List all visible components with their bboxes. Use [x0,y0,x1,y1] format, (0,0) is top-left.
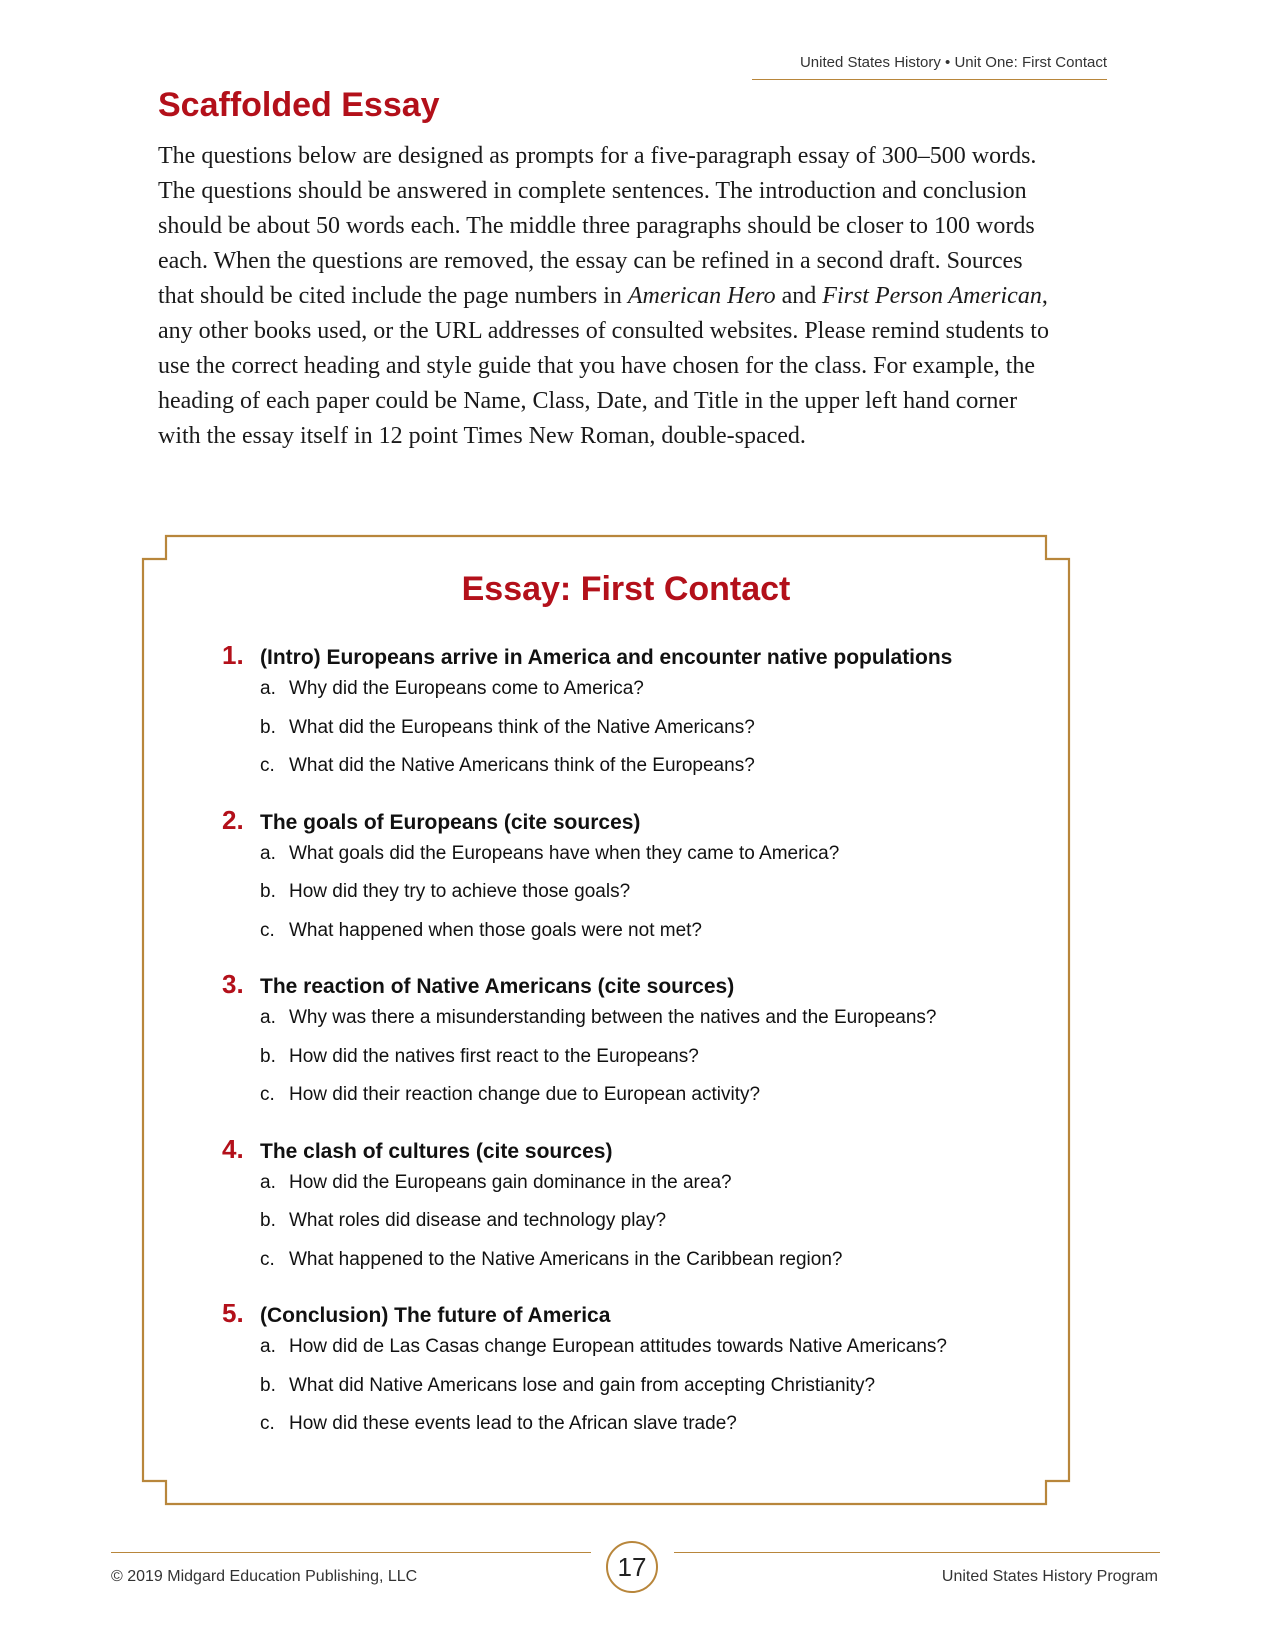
question-list [222,843,1062,959]
question-text: What roles did disease and technology play? [289,1210,667,1231]
question-letter: b. [260,1374,276,1396]
question-text: What happened when those goals were not met? [289,919,702,941]
section-heading-row [222,805,1062,843]
question-letter: b. [260,716,276,738]
question-text: How did the natives first react to the Europeans? [289,1045,699,1067]
essay-section [222,969,1062,1123]
question-item [260,1007,1062,1046]
question-letter: b. [260,881,276,902]
question-item [260,1172,1062,1211]
question-text: What did the Native Americans think of the Europeans? [289,755,755,776]
section-number: 2. [222,804,244,835]
section-number: 1. [222,640,244,670]
question-item [260,843,1062,882]
question-list [222,1007,1062,1123]
question-text: How did the Europeans gain dominance in the area? [289,1171,732,1193]
question-item [260,1375,1062,1414]
footer-rule-right [674,1552,1160,1553]
question-letter: c. [260,1248,275,1270]
page-title: Scaffolded Essay [158,86,440,124]
section-heading-row [222,1134,1062,1172]
question-text: Why did the Europeans come to America? [289,678,644,699]
question-text: What happened to the Native Americans in the Caribbean region? [289,1248,843,1270]
question-item [260,678,1062,717]
section-heading-row [222,640,1062,678]
question-item [260,1336,1062,1375]
essay-section [222,1134,1062,1288]
question-item [260,920,1062,959]
page-number-badge: 17 [606,1541,658,1593]
book-title-american-hero: American Hero [627,283,776,309]
intro-text-and: and [775,283,823,309]
question-letter: c. [260,1413,275,1434]
section-heading: (Intro) Europeans arrive in America and encounter native populations [260,646,953,669]
section-heading: (Conclusion) The future of America [260,1304,611,1327]
question-item [260,755,1062,794]
question-list [222,678,1062,794]
essay-outline [222,640,1062,1463]
footer-program: United States History Program [941,1568,1158,1585]
question-item [260,717,1062,756]
section-heading: The clash of cultures (cite sources) [260,1139,613,1163]
question-item [260,1413,1062,1452]
intro-paragraph [158,139,1058,454]
section-number: 5. [222,1298,244,1328]
question-letter: a. [260,1336,276,1357]
question-item [260,1046,1062,1085]
question-letter: c. [260,755,275,776]
question-list [222,1172,1062,1288]
question-list [222,1336,1062,1452]
question-letter: a. [260,678,276,699]
footer-copyright: © 2019 Midgard Education Publishing, LLC [111,1568,418,1585]
intro-text-end: , any other books used, or the URL addresses of consulted websites. Please remind students to use the correct heading and style guide that you have chosen for the class. For example, the heading of each paper could be Name, Class, Date, and Title in the upper left hand corner with the essay itself in 12 point Times New Roman, double-spaced. [158,283,1049,449]
question-text: Why was there a misunderstanding between the natives and the Europeans? [289,1007,937,1028]
question-text: How did they try to achieve those goals? [289,881,631,902]
question-letter: a. [260,842,276,864]
essay-section [222,805,1062,959]
question-letter: a. [260,1171,276,1193]
question-text: How did their reaction change due to European activity? [289,1084,761,1105]
section-heading-row [222,1298,1062,1336]
question-text: How did de Las Casas change European attitudes towards Native Americans? [289,1336,947,1357]
essay-title: Essay: First Contact [461,570,791,608]
question-letter: a. [260,1007,276,1028]
essay-section [222,1298,1062,1452]
question-text: What goals did the Europeans have when they came to America? [289,842,840,864]
question-letter: b. [260,1045,276,1067]
question-text: What did the Europeans think of the Native Americans? [289,716,755,738]
section-heading: The goals of Europeans (cite sources) [260,810,641,834]
section-heading: The reaction of Native Americans (cite sources) [260,975,735,998]
question-letter: c. [260,919,275,941]
book-title-first-person-american: First Person American [822,283,1042,309]
question-letter: b. [260,1210,276,1231]
question-text: How did these events lead to the African slave trade? [289,1413,737,1434]
question-item [260,1249,1062,1288]
running-head: United States History • Unit One: First Contact [752,54,1107,80]
section-number: 3. [222,969,244,999]
section-heading-row [222,969,1062,1007]
question-item [260,1210,1062,1249]
question-item [260,881,1062,920]
section-number: 4. [222,1133,244,1164]
essay-section [222,640,1062,794]
question-letter: c. [260,1084,275,1105]
question-item [260,1084,1062,1123]
intro-text-start: The questions below are designed as prompts for a five-paragraph essay of 300–500 words. The questions should be answered in complete sentences. The introduction and conclusion should be about 50 words each. The middle three paragraphs should be closer to 100 words each. When the questions are removed, the essay can be refined in a second draft. Sources that should be cited include the page numbers in [158,143,1037,309]
question-text: What did Native Americans lose and gain from accepting Christianity? [289,1374,876,1396]
footer-rule-left [111,1552,591,1553]
